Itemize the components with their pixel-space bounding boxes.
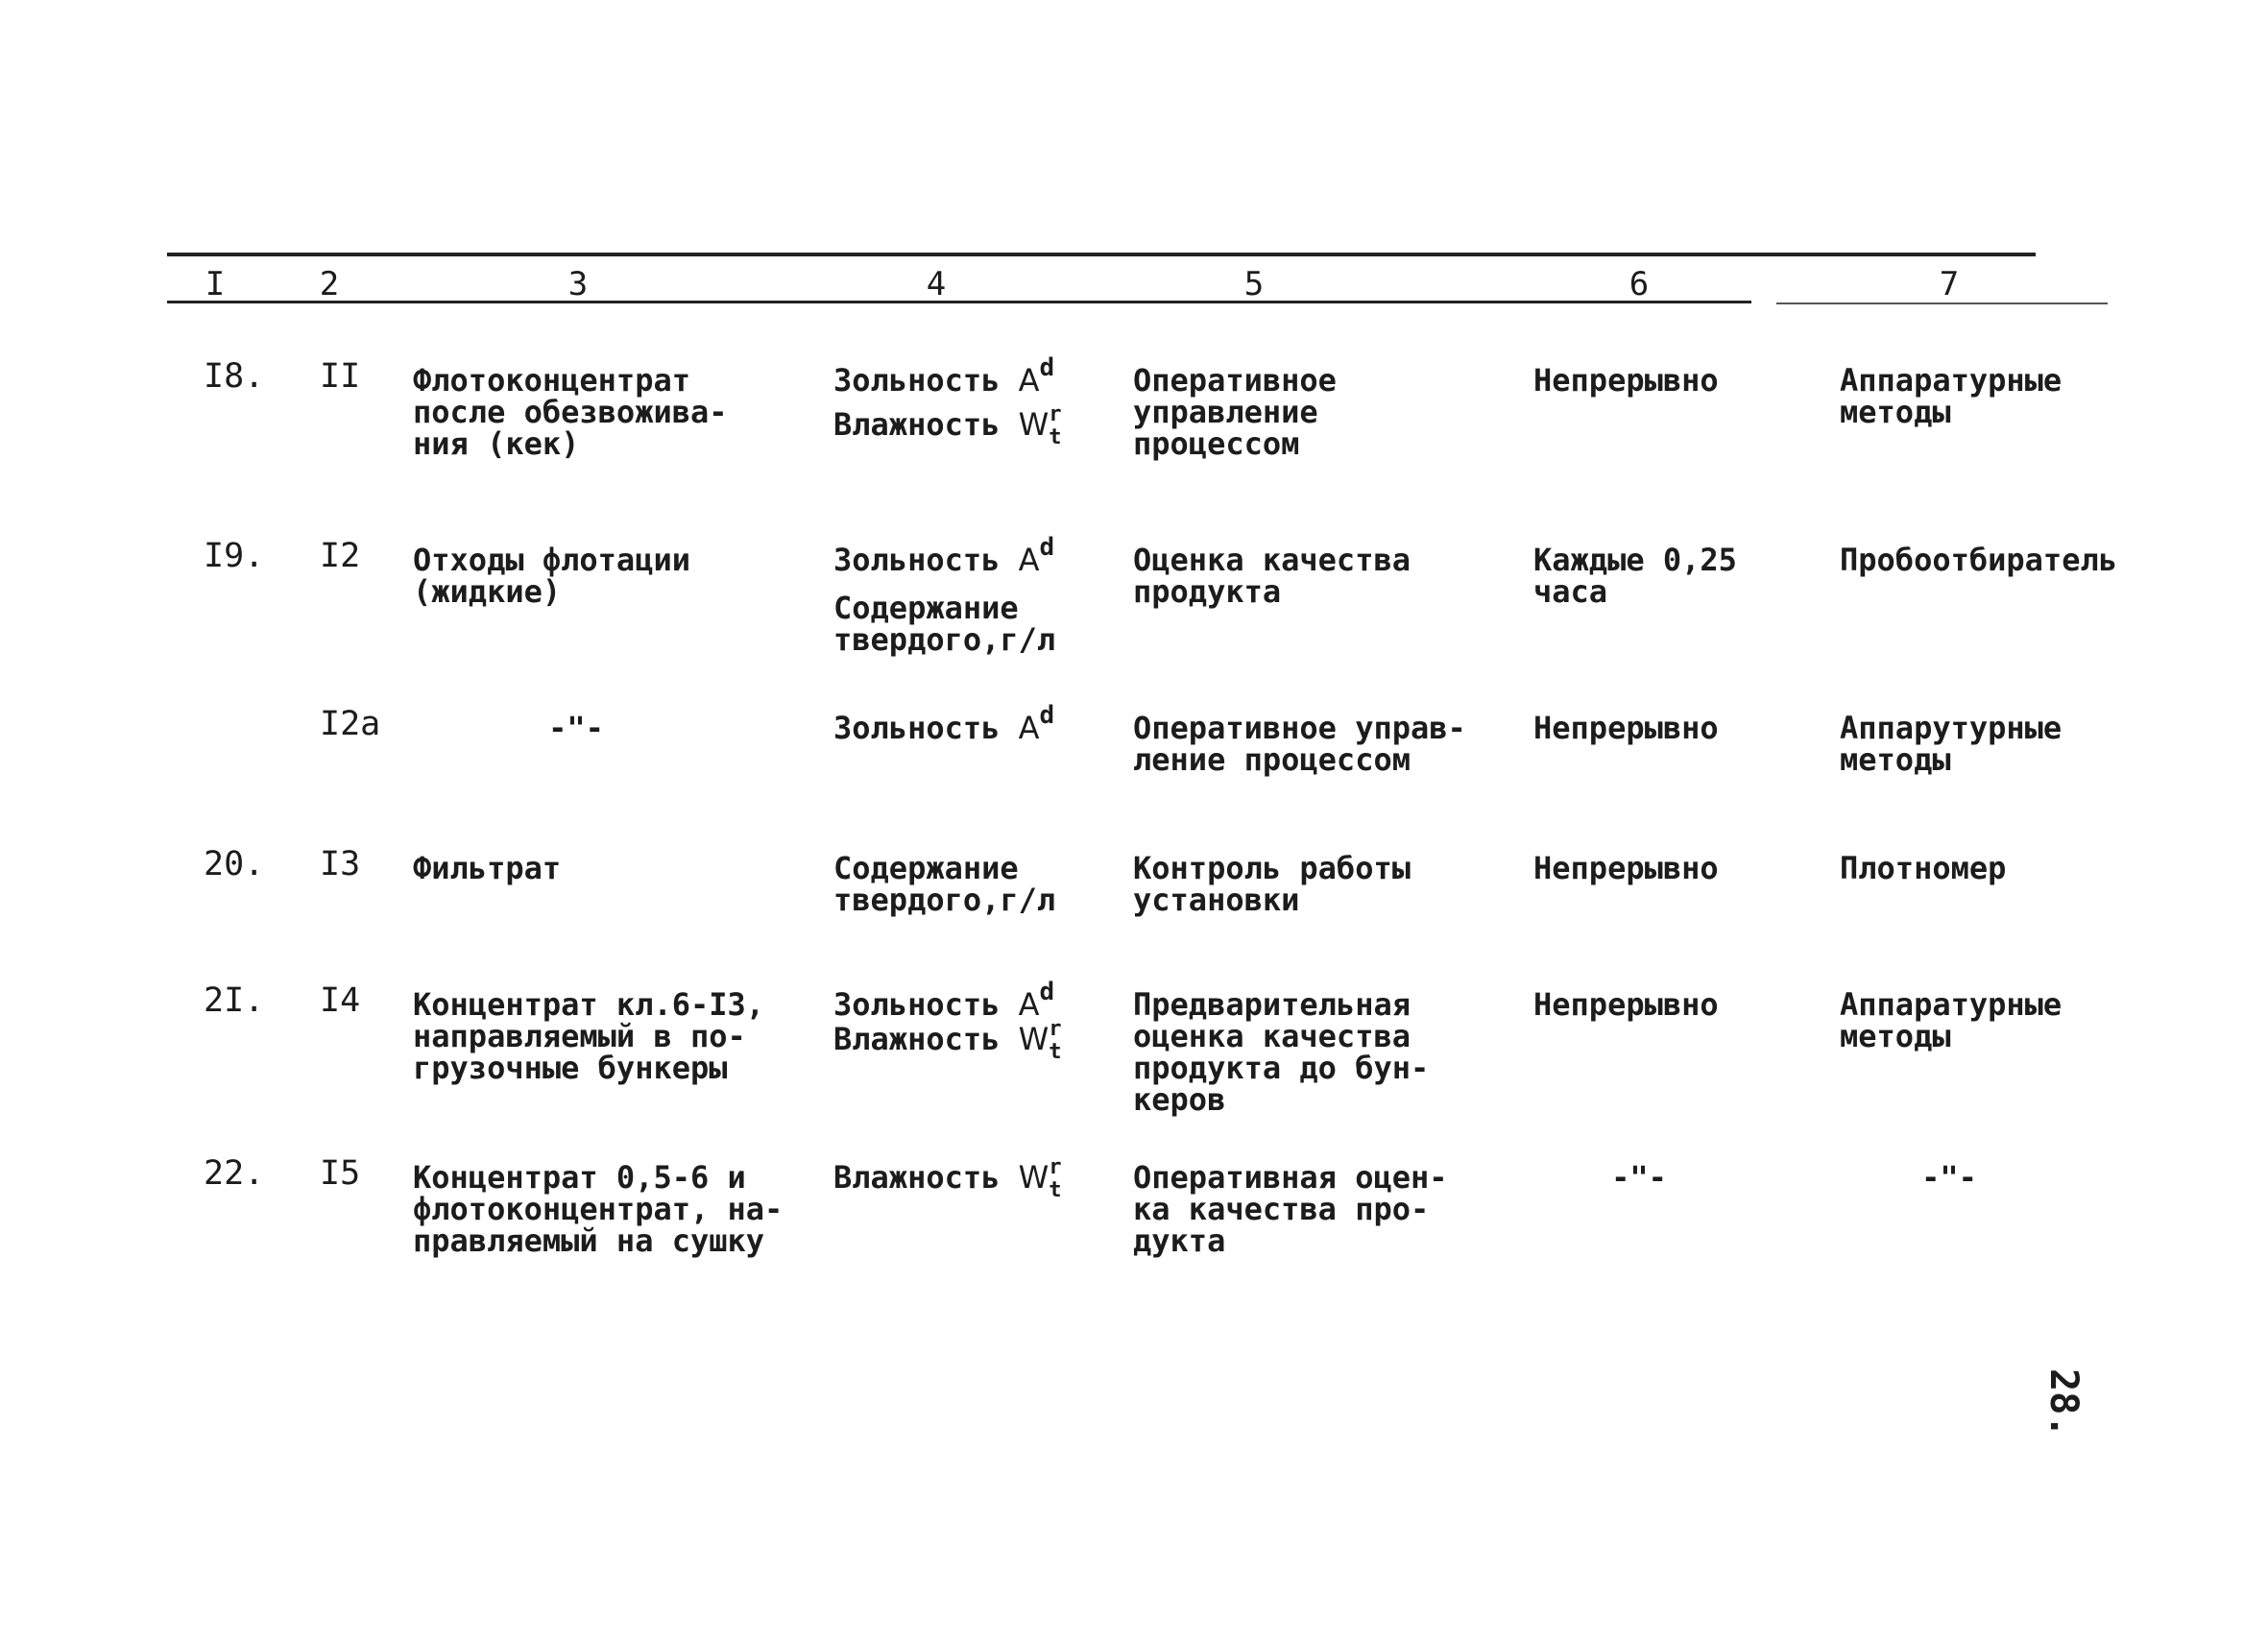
page-number: 28.	[2041, 1368, 2086, 1439]
ditto-mark: -"-	[1611, 1159, 1667, 1196]
control-purpose: Контроль работы установки	[1133, 850, 1411, 918]
column-header-5: 5	[1243, 265, 1265, 303]
control-purpose: Оперативная оцен- ка качества про- дукта	[1133, 1159, 1448, 1259]
product-name: Флотоконцентрат после обезвожива- ния (кек)	[413, 362, 728, 462]
product-name: Концентрат 0,5-6 и флотоконцентрат, на- правляемый на сушку	[413, 1159, 784, 1259]
measured-parameter	[833, 402, 1066, 449]
control-purpose: Оценка качества продукта	[1133, 542, 1411, 610]
symbol-indices	[1049, 402, 1066, 449]
row-code: I5	[320, 1154, 361, 1193]
control-method: Аппарутурные методы	[1840, 710, 2063, 778]
control-frequency: Непрерывно	[1533, 362, 1719, 399]
parameter-symbol: A	[1018, 542, 1040, 578]
control-frequency: Каждые 0,25 часа	[1533, 542, 1737, 610]
control-frequency: Непрерывно	[1533, 710, 1719, 746]
row-number: 2I.	[204, 981, 265, 1020]
control-purpose: Оперативное управ- ление процессом	[1133, 710, 1466, 778]
row-number: I8.	[204, 357, 265, 396]
product-name: Фильтрат	[413, 850, 562, 886]
header-bottom-rule	[167, 301, 1751, 303]
parameter-symbol: W	[1018, 406, 1050, 443]
product-name: Отходы флотации (жидкие)	[413, 542, 690, 610]
measured-parameter	[833, 353, 1055, 399]
control-purpose: Оперативное управление процессом	[1133, 362, 1337, 462]
column-header-1: I	[205, 265, 226, 303]
row-code: II	[320, 357, 361, 396]
symbol-subscript: t	[1049, 425, 1062, 449]
control-method: Плотномер	[1840, 850, 2007, 886]
parameter-name: Содержание твердого,г/л	[833, 850, 1056, 918]
row-number: I9.	[204, 537, 265, 575]
column-header-6: 6	[1629, 265, 1650, 303]
measured-parameter	[833, 1017, 1066, 1064]
parameter-name: Содержание твердого,г/л	[833, 590, 1056, 658]
column-header-2: 2	[319, 265, 340, 303]
control-method: Аппаратурные методы	[1840, 362, 2063, 430]
symbol-superscript: d	[1039, 978, 1055, 1006]
row-code: I3	[320, 845, 361, 883]
control-frequency: Непрерывно	[1533, 850, 1719, 886]
symbol-superscript: d	[1039, 353, 1055, 382]
product-name: Концентрат кл.6-I3, направляемый в по- грузочные бункеры	[413, 986, 765, 1086]
symbol-superscript: r	[1049, 402, 1062, 426]
measured-parameter	[833, 850, 1056, 918]
control-purpose: Предварительная оценка качества продукта до бун- керов	[1133, 986, 1430, 1118]
column-header-4: 4	[926, 265, 947, 303]
parameter-symbol: A	[1018, 362, 1040, 399]
row-code: I2а	[320, 705, 381, 743]
ditto-mark: -"-	[1921, 1159, 1977, 1196]
control-frequency: Непрерывно	[1533, 986, 1719, 1023]
ditto-mark: -"-	[548, 710, 604, 746]
parameter-symbol: A	[1018, 986, 1040, 1023]
parameter-name: Влажность	[833, 406, 1001, 443]
symbol-indices	[1049, 1155, 1066, 1202]
measured-parameter	[833, 1155, 1066, 1202]
symbol-superscript: d	[1039, 701, 1055, 730]
row-code: I4	[320, 981, 361, 1020]
symbol-superscript: r	[1049, 1155, 1062, 1179]
symbol-indices	[1049, 1017, 1066, 1064]
column-header-7: 7	[1939, 265, 1960, 303]
parameter-name: Зольность	[833, 542, 1001, 578]
parameter-symbol: W	[1018, 1021, 1050, 1057]
symbol-superscript: r	[1049, 1017, 1062, 1041]
parameter-symbol: A	[1018, 710, 1040, 746]
symbol-subscript: t	[1049, 1178, 1062, 1202]
parameter-name: Влажность	[833, 1021, 1001, 1057]
row-code: I2	[320, 537, 361, 575]
control-method: Пробоотбиратель	[1840, 542, 2117, 578]
measured-parameter	[833, 701, 1055, 746]
measured-parameter	[833, 590, 1056, 658]
control-method: Аппаратурные методы	[1840, 986, 2063, 1054]
parameter-name: Зольность	[833, 710, 1001, 746]
parameter-symbol: W	[1018, 1159, 1050, 1196]
parameter-name: Влажность	[833, 1159, 1001, 1196]
measured-parameter	[833, 978, 1055, 1023]
row-number: 20.	[204, 845, 265, 883]
measured-parameter	[833, 533, 1055, 578]
symbol-subscript: t	[1049, 1040, 1062, 1064]
parameter-name: Зольность	[833, 986, 1001, 1023]
table-top-rule	[167, 253, 2036, 256]
parameter-name: Зольность	[833, 362, 1001, 399]
symbol-superscript: d	[1039, 533, 1055, 562]
column-header-3: 3	[567, 265, 589, 303]
row-number: 22.	[204, 1154, 265, 1193]
